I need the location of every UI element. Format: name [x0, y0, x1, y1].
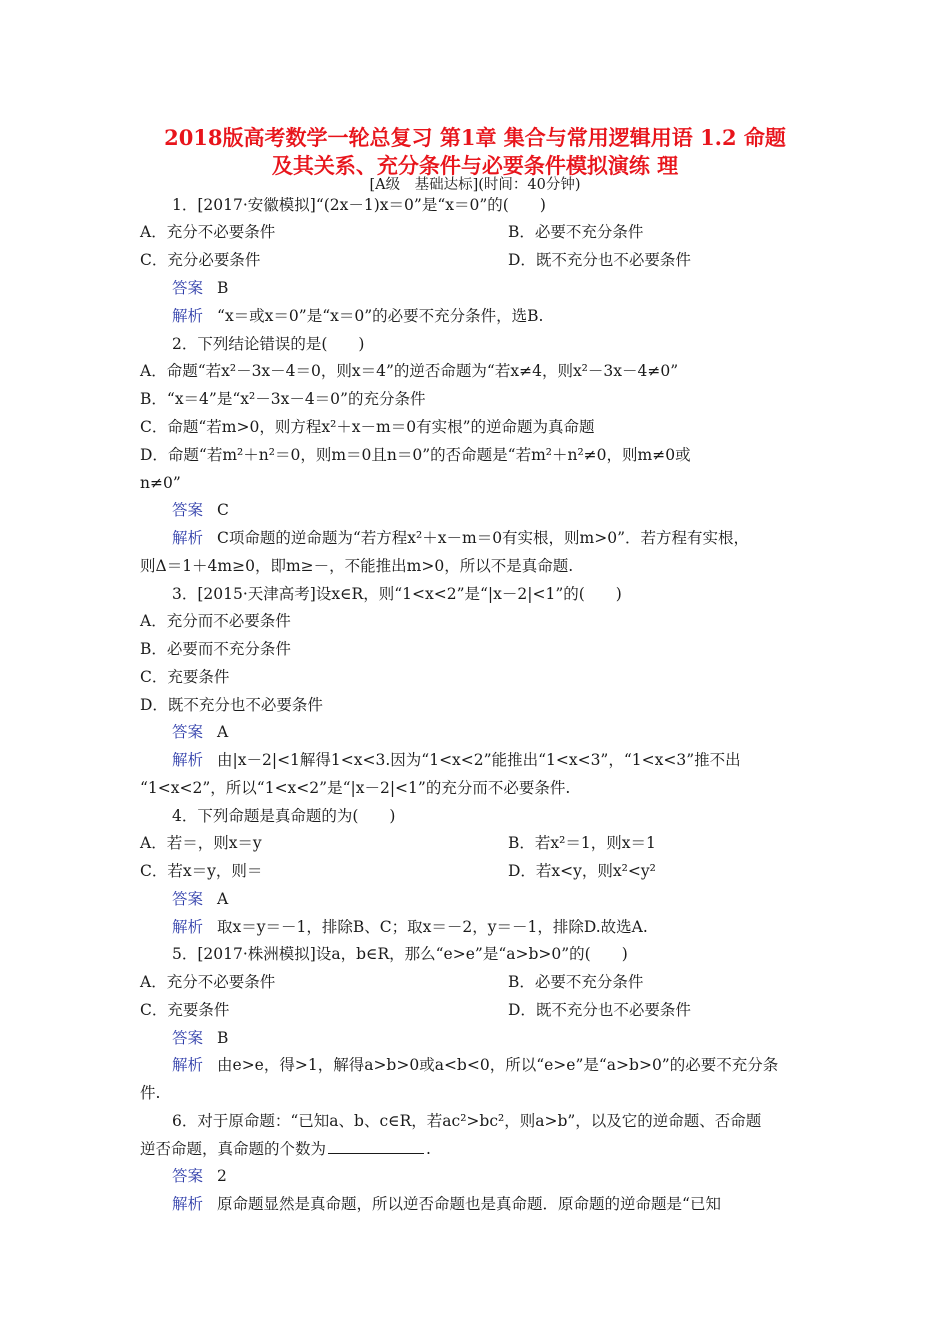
q5-analysis-line-1: [172, 1053, 778, 1077]
analysis-label: 解析: [172, 751, 204, 769]
q4-analysis: [172, 915, 648, 939]
q2-stem: 2．下列结论错误的是( ): [172, 335, 365, 353]
q3-analysis-line-2: “1<x<2”，所以“1<x<2”是“|x－2|<1”的充分而不必要条件.: [140, 779, 571, 797]
q3-option-c: C．充要条件: [140, 668, 230, 686]
q5-answer: [172, 1026, 228, 1050]
q5-analysis-line-2: 件.: [140, 1084, 161, 1102]
q6-stem-text: 逆否命题，真命题的个数为: [140, 1140, 327, 1158]
q2-option-a: A．命题“若x²－3x－4＝0，则x＝4”的逆否命题为“若x≠4，则x²－3x－4≠0”: [140, 362, 679, 380]
q4-option-c: C．若x＝y，则＝: [140, 862, 263, 880]
analysis-label: 解析: [172, 307, 204, 325]
q1-option-a: A．充分不必要条件: [140, 223, 276, 241]
answer-value: B: [217, 279, 229, 297]
q5-option-b: B．必要不充分条件: [508, 973, 644, 991]
analysis-label: 解析: [172, 1195, 204, 1213]
analysis-text: “x＝或x＝0”是“x＝0”的必要不充分条件，选B.: [217, 307, 544, 325]
q6-stem-line-2: [140, 1137, 431, 1161]
q1-stem: 1．[2017·安徽模拟]“(2x－1)x＝0”是“x＝0”的( ): [172, 196, 546, 214]
q5-stem: 5．[2017·株洲模拟]设a，b∈R，那么“e>e”是“a>b>0”的( ): [172, 945, 628, 963]
answer-blank: [328, 1139, 424, 1154]
q3-analysis-line-1: [172, 748, 741, 772]
q2-analysis-line-2: 则Δ＝1＋4m≥0，即m≥－，不能推出m>0，所以不是真命题.: [140, 557, 574, 575]
q4-answer: [172, 887, 228, 911]
q6-stem-end: .: [426, 1140, 431, 1158]
answer-value: 2: [217, 1167, 227, 1185]
q3-option-b: B．必要而不充分条件: [140, 640, 291, 658]
analysis-text: C项命题的逆命题为“若方程x²＋x－m＝0有实根，则m>0”．若方程有实根，: [217, 529, 750, 547]
answer-label: 答案: [172, 1029, 204, 1047]
q2-option-b: B．“x＝4”是“x²－3x－4＝0”的充分条件: [140, 390, 426, 408]
analysis-text: 由e>e，得>1，解得a>b>0或a<b<0，所以“e>e”是“a>b>0”的必要不充分条: [217, 1056, 779, 1074]
answer-value: B: [217, 1029, 229, 1047]
answer-value: A: [217, 723, 229, 741]
q4-stem: 4．下列命题是真命题的为( ): [172, 807, 396, 825]
answer-label: 答案: [172, 279, 204, 297]
analysis-text: 原命题显然是真命题，所以逆否命题也是真命题．原命题的逆命题是“已知: [217, 1195, 721, 1213]
q1-option-b: B．必要不充分条件: [508, 223, 644, 241]
analysis-text: 取x＝y＝－1，排除B、C；取x＝－2，y＝－1，排除D.故选A.: [217, 918, 648, 936]
q6-analysis: [172, 1192, 721, 1216]
q2-answer: [172, 498, 229, 522]
answer-value: A: [217, 890, 229, 908]
analysis-label: 解析: [172, 918, 204, 936]
answer-value: C: [217, 501, 229, 519]
q2-analysis-line-1: [172, 526, 749, 550]
answer-label: 答案: [172, 1167, 204, 1185]
q5-option-d: D．既不充分也不必要条件: [508, 1001, 691, 1019]
q3-option-d: D．既不充分也不必要条件: [140, 696, 323, 714]
q6-answer: [172, 1164, 227, 1188]
q4-option-a: A．若＝，则x＝y: [140, 834, 262, 852]
q4-option-d: D．若x<y，则x²<y²: [508, 862, 656, 880]
q2-option-d-line-2: n≠0”: [140, 474, 181, 492]
q1-option-d: D．既不充分也不必要条件: [508, 251, 691, 269]
q3-stem: 3．[2015·天津高考]设x∈R，则“1<x<2”是“|x－2|<1”的( ): [172, 585, 622, 603]
answer-label: 答案: [172, 501, 204, 519]
answer-label: 答案: [172, 890, 204, 908]
q2-option-d-line-1: D．命题“若m²＋n²＝0，则m＝0且n＝0”的否命题是“若m²＋n²≠0，则m≠0或: [140, 446, 691, 464]
q5-option-a: A．充分不必要条件: [140, 973, 276, 991]
analysis-label: 解析: [172, 1056, 204, 1074]
analysis-text: 由|x－2|<1解得1<x<3.因为“1<x<2”能推出“1<x<3”，“1<x<3”推不出: [217, 751, 741, 769]
q4-option-b: B．若x²＝1，则x＝1: [508, 834, 656, 852]
q2-option-c: C．命题“若m>0，则方程x²＋x－m＝0有实根”的逆命题为真命题: [140, 418, 595, 436]
analysis-label: 解析: [172, 529, 204, 547]
document-title-line-1: 2018版高考数学一轮总复习 第1章 集合与常用逻辑用语 1.2 命题: [164, 125, 786, 150]
section-subtitle: [A级 基础达标](时间：40分钟): [369, 177, 581, 193]
q3-answer: [172, 720, 228, 744]
q3-option-a: A．充分而不必要条件: [140, 612, 291, 630]
q5-option-c: C．充要条件: [140, 1001, 230, 1019]
answer-label: 答案: [172, 723, 204, 741]
q1-option-c: C．充分必要条件: [140, 251, 261, 269]
q1-analysis: [172, 304, 543, 328]
q6-stem-line-1: 6．对于原命题：“已知a、b、c∈R，若ac²>bc²，则a>b”，以及它的逆命题、否命题: [172, 1112, 762, 1130]
q1-answer: [172, 276, 228, 300]
document-title-line-2: 及其关系、充分条件与必要条件模拟演练 理: [271, 153, 679, 178]
